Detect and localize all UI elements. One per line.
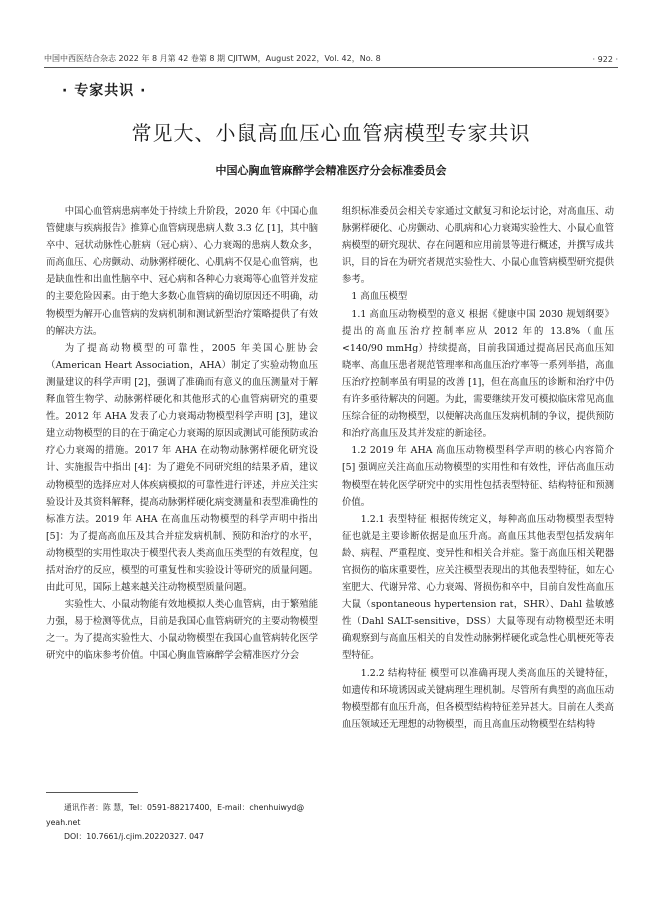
running-header xyxy=(44,50,618,64)
left-column xyxy=(46,203,318,665)
paragraph: 1.2.2 结构特征 模型可以准确再现人类高血压的关键特征，如遗传和环境诱因或关键病理生理机制。尽管所有典型的高血压动物模型都有血压升高，但各模型结构特征差异甚大。目前在人类高血压领域还无理想的动物模型，而且高血压动物模型在结构特 xyxy=(342,667,614,730)
header-rule xyxy=(44,67,618,68)
paragraph: 为了提高动物模型的可靠性，2005 年美国心脏协会（American Heart Association，AHA）制定了实验动物血压测量建议的科学声明 [2]，强调了准确而有意义的血压测量对于解释血管生物学、动脉粥样硬化和其他形式的心血管病研究的重要性。2012 年 AHA 发表了心力衰竭动物模型科学声明 [3]，建议建立动物模型的目的在于确定心力衰竭的原因或测试可能预防或治疗心力衰竭的措施。2017 年 AHA 在动物动脉粥样硬化研究设计、实施报告中指出 [4]：为了避免不同研究组的结果矛盾，建议动物模型的选择应对人体疾病模拟的可靠性进行评述，并应关注实验设计及其资料解释，提高动脉粥样硬化病变测量和表型准确性的标准方法。2019 年 AHA 在高血压动物模型的科学声明中指出 [5]：为了提高高血压及其合并症发病机制、预防和治疗的水平，动物模型的实用性取决于模型代表人类高血压类型的有效程度，包括对治疗的反应，模型的可重复性和实验设计等研究的质量问题。由此可见，国际上越来越关注动物模型质量问题。 xyxy=(46,342,318,594)
paragraph: 1.1 高血压动物模型的意义 根据《健康中国 2030 规划纲要》提出的高血压治疗控制率应从 2012 年的 13.8%（血压 <140/90 mmHg）持续提高，目前我国通过提高居民高血压知晓率、高血压患者规范管理率和高血压治疗率等一系列举措，高血压治疗控制率虽有明显的改善 [1]，但在高血压的诊断和治疗中仍有许多亟待解决的问题。为此，需要继续开发可模拟临床常见高血压综合征的动物模型，以便解决高血压发病机制的争议，提供预防和治疗高血压及其并发症的新途径。 xyxy=(342,308,614,440)
author-group: 中国心胸血管麻醉学会精准医疗分会标准委员会 xyxy=(215,164,447,177)
footnote xyxy=(46,801,318,845)
paragraph: 1.2.1 表型特征 根据传统定义，每种高血压动物模型表型特征也就是主要诊断依据是血压升高。高血压其他表型包括发病年龄、病程、严重程度、变异性和相关合并症。鉴于高血压相关靶器官损伤的临床重要性，应关注模型表现出的其他表型特征，如左心室肥大、代谢异常、心力衰竭、肾损伤和卒中，目前自发性高血压大鼠（spontaneous hypertension rat，SHR）、Dahl 盐敏感性（Dahl SALT-sensitive，DSS）大鼠等现有动物模型还未明确观察到与高血压相关的自发性动脉粥样硬化或急性心肌梗死等表型特征。 xyxy=(342,513,614,662)
paragraph: 组织标准委员会相关专家通过文献复习和论坛讨论，对高血压、动脉粥样硬化、心房颤动、心肌病和心力衰竭实验性大、小鼠心血管病模型的研究现状、存在问题和应用前景等进行概述，并撰写成共识，目的旨在为研究者规范实验性大、小鼠心血管病模型研究提供参考。 xyxy=(342,206,614,286)
footnote-rule xyxy=(46,792,138,793)
article-title: 常见大、小鼠高血压心血管病模型专家共识 xyxy=(131,121,531,145)
corresponding-author-email-cont: yeah.net xyxy=(46,817,81,827)
section-heading: 1 高血压模型 xyxy=(351,291,408,303)
section-tag: · 专家共识 · xyxy=(62,83,147,99)
corresponding-author: 通讯作者：陈 慧，Tel：0591-88217400，E-mail：chenhuiwyd@ xyxy=(64,803,305,812)
journal-citation: 中国中西医结合杂志 2022 年 8 月第 42 卷第 8 期 CJITWM，August 2022，Vol. 42，No. 8 xyxy=(44,54,381,63)
paragraph: 1.2 2019 年 AHA 高血压动物模型科学声明的核心内容简介 [5] 强调应关注高血压动物模型的实用性和有效性，评估高血压动物模型在转化医学研究中的实用性包括表型特征、结构特征和预测价值。 xyxy=(342,445,614,508)
doi: DOI：10.7661/j.cjim.20220327. 047 xyxy=(64,832,204,841)
page-number: · 922 · xyxy=(592,55,618,64)
right-column xyxy=(342,203,614,733)
paragraph: 实验性大、小鼠动物能有效地模拟人类心血管病，由于繁殖能力强，易于检测等优点，目前是我国心血管病研究的主要动物模型之一。为了提高实验性大、小鼠动物模型在我国心血管病转化医学研究中的临床参考价值。中国心胸血管麻醉学会精准医疗分会 xyxy=(46,599,318,662)
paragraph: 中国心血管病患病率处于持续上升阶段，2020 年《中国心血管健康与疾病报告》推算心血管病现患病人数 3.3 亿 [1]，其中脑卒中、冠状动脉性心脏病（冠心病）、心力衰竭的患病人数众多，而高血压、心房颤动、动脉粥样硬化、心肌病不仅是心血管病，也是缺血性和出血性脑卒中、冠心病和各种心力衰竭等心血管并发症的主要危险因素。由于绝大多数心血管病的确切原因还不明确，动物模型为解开心血管病的发病机制和测试新型治疗策略提供了有效的解决方法。 xyxy=(46,206,318,337)
